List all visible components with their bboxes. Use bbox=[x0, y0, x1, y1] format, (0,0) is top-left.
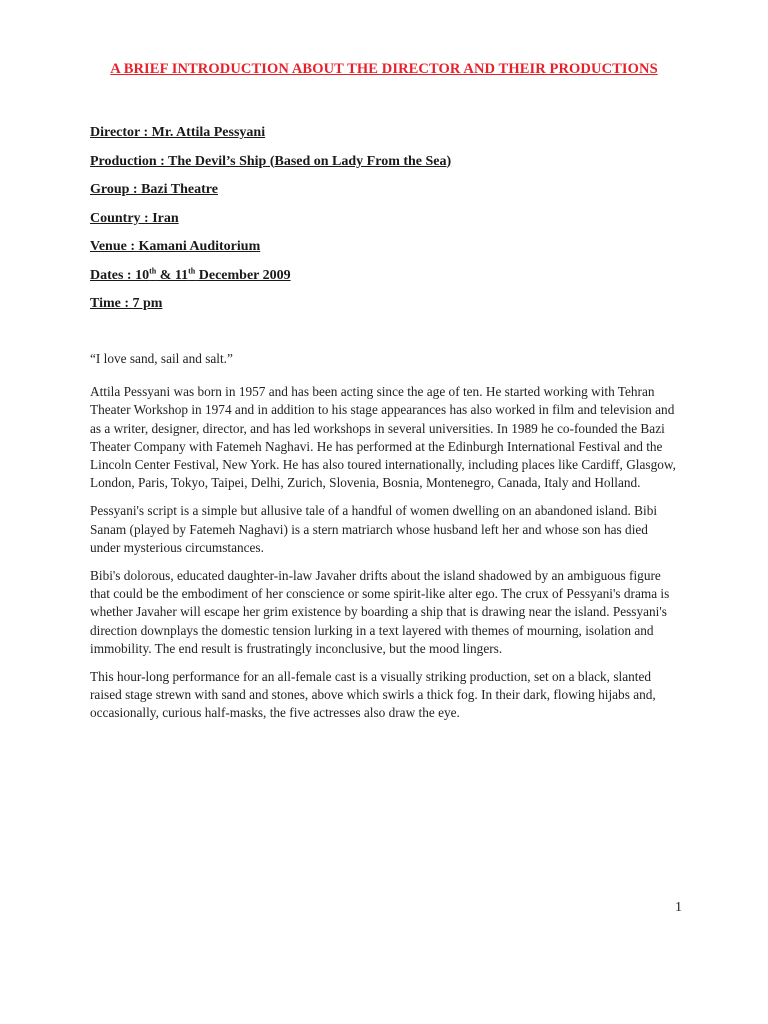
director-quote: “I love sand, sail and salt.” bbox=[90, 351, 233, 366]
group-line: Group : Bazi Theatre bbox=[90, 182, 218, 197]
time-line: Time : 7 pm bbox=[90, 296, 163, 311]
document-title: A BRIEF INTRODUCTION ABOUT THE DIRECTOR AND THEIR PRODUCTIONS bbox=[110, 61, 658, 77]
venue-line: Venue : Kamani Auditorium bbox=[90, 239, 261, 254]
director-line: Director : Mr. Attila Pessyani bbox=[90, 125, 266, 140]
paragraph-biography: Attila Pessyani was born in 1957 and has been acting since the age of ten. He started working with Tehran Theater Workshop in 1974 and in addition to his stage appearances has also worked in film and television and as a writer, designer, director, and has led workshops in several universities. In 1989 he co-founded the Bazi Theater Company with Fatemeh Naghavi. He has performed at the Edinburgh International Festival and the Lincoln Center Festival, New York. He has also toured internationally, including places like Cardiff, Glasgow, London, Paris, Tokyo, Taipei, Delhi, Zurich, Slovenia, Bosnia, Montenegro, Canada, Italy and Holland. bbox=[90, 384, 676, 491]
production-details bbox=[90, 124, 451, 324]
dates-ordinal-1: th bbox=[149, 265, 157, 275]
dates-mid: & 11 bbox=[156, 267, 189, 283]
document-body bbox=[90, 350, 680, 733]
dates-ordinal-2: th bbox=[188, 265, 196, 275]
country-line: Country : Iran bbox=[90, 210, 179, 226]
production-line: Production : The Devil’s Ship (Based on Lady From the Sea) bbox=[90, 153, 452, 169]
dates-line bbox=[90, 267, 451, 296]
paragraph-script: Pessyani's script is a simple but allusive tale of a handful of women dwelling on an abandoned island. Bibi Sanam (played by Fatemeh Naghavi) is a stern matriarch whose husband left her and whose son has died under mysterious circumstances. bbox=[90, 503, 658, 555]
dates-prefix: Dates : 10 bbox=[90, 267, 150, 283]
paragraph-performance: This hour-long performance for an all-female cast is a visually striking production, set on a black, slanted raised stage strewn with sand and stones, above which swirls a thick fog. In their dark, flowing hijabs and, occasionally, curious half-masks, the five actresses also draw the eye. bbox=[90, 669, 656, 721]
dates-suffix: December 2009 bbox=[195, 267, 291, 283]
page-number: 1 bbox=[675, 900, 682, 915]
paragraph-drama: Bibi's dolorous, educated daughter-in-law Javaher drifts about the island shadowed by an ambiguous figure that could be the embodiment of her conscience or some spirit-like alter ego. The crux of Pessyani's drama is whether Javaher will escape her grim existence by boarding a ship that is drawing near the island. Pessyani's direction downplays the domestic tension lurking in a text layered with themes of mourning, isolation and immobility. The end result is frustratingly inconclusive, but the mood lingers. bbox=[90, 568, 670, 656]
